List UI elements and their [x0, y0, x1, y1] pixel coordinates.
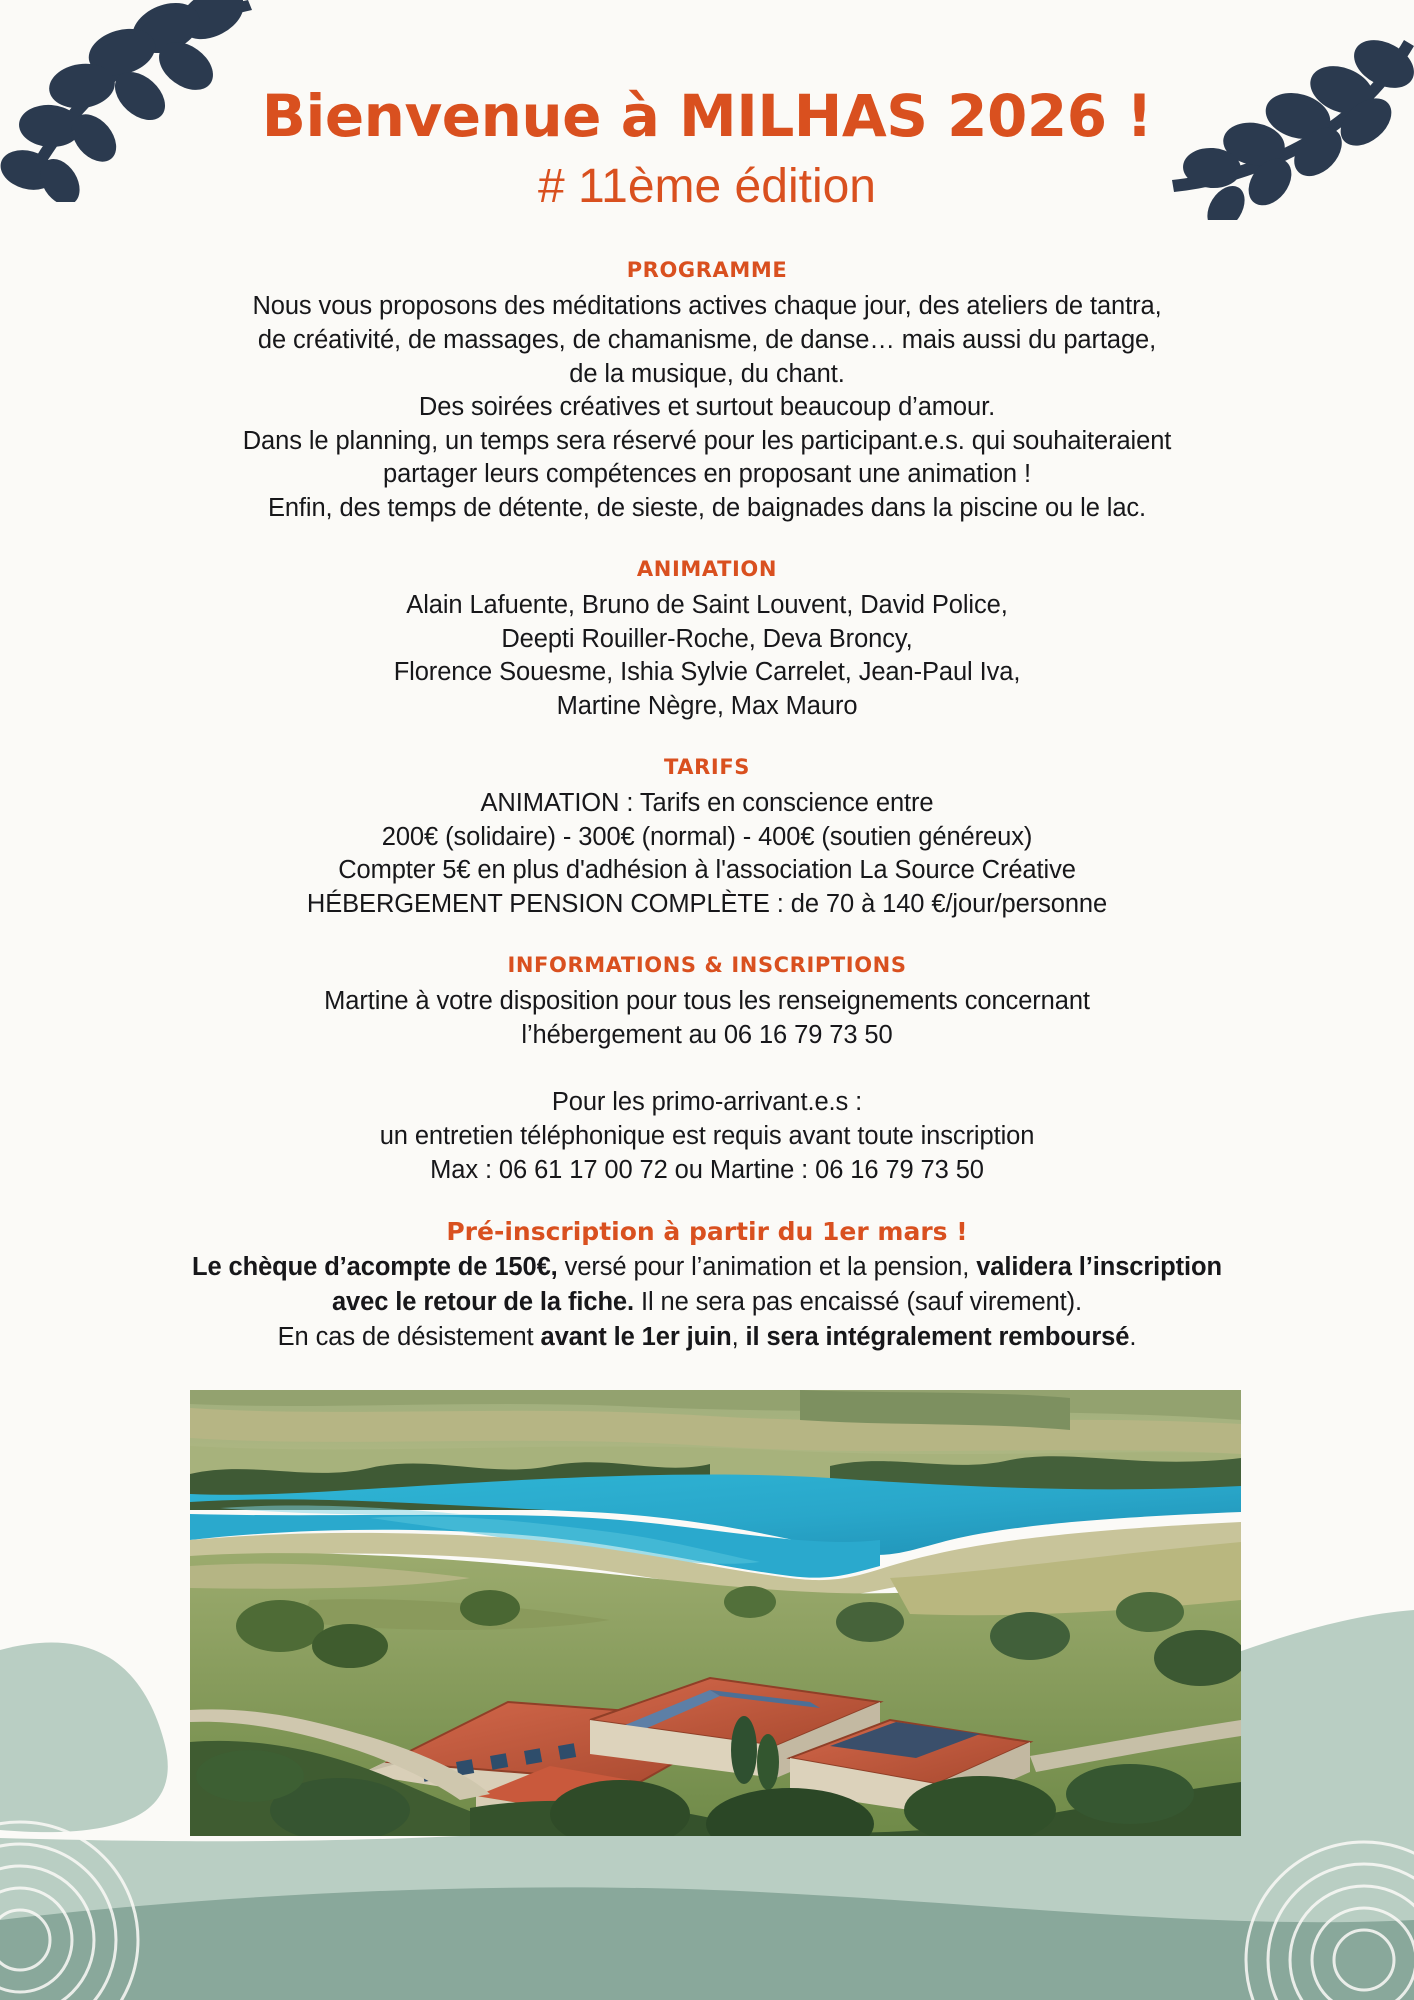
section-heading-programme: PROGRAMME: [626, 257, 788, 282]
tarifs-line: HÉBERGEMENT PENSION COMPLÈTE : de 70 à 140 €/jour/personne: [306, 889, 1108, 918]
informations-line: Martine à votre disposition pour tous les renseignements concernant: [324, 986, 1090, 1015]
preinscription-bold-rembourse: il sera intégralement remboursé: [745, 1322, 1130, 1351]
animation-line: Deepti Rouiller-Roche, Deva Broncy,: [501, 624, 913, 653]
animation-line: Alain Lafuente, Bruno de Saint Louvent, David Police,: [406, 591, 1008, 620]
programme-line: Des soirées créatives et surtout beaucoup d’amour.: [418, 393, 996, 422]
preinscription-line-1: [0, 1250, 1414, 1285]
preinscription-line-2: [0, 1285, 1414, 1320]
tarifs-line: Compter 5€ en plus d'adhésion à l'association La Source Créative: [338, 856, 1076, 885]
preinscription-bold-fiche: avec le retour de la fiche.: [331, 1287, 634, 1316]
programme-line: Nous vous proposons des méditations actives chaque jour, des ateliers de tantra,: [252, 292, 1162, 321]
section-heading-animation: ANIMATION: [636, 556, 778, 581]
section-programme: [0, 257, 1414, 526]
section-informations: [0, 952, 1414, 1188]
section-preinscription: [0, 1217, 1414, 1354]
informations-line: Max : 06 61 17 00 72 ou Martine : 06 16 79 73 50: [430, 1155, 984, 1184]
programme-line: de créativité, de massages, de chamanisme, de danse… mais aussi du partage,: [257, 325, 1157, 354]
programme-line: Dans le planning, un temps sera réservé pour les participant.e.s. qui souhaiteraient: [242, 426, 1172, 455]
venue-photo-container: [190, 1390, 1241, 1836]
programme-line: Enfin, des temps de détente, de sieste, de baignades dans la piscine ou le lac.: [267, 494, 1147, 523]
programme-line: partager leurs compétences en proposant une animation !: [383, 460, 1031, 489]
informations-line: l’hébergement au 06 16 79 73 50: [521, 1020, 893, 1049]
preinscription-bold-juin: avant le 1er juin: [540, 1322, 732, 1351]
preinscription-text-2: Il ne sera pas encaissé (sauf virement).: [634, 1287, 1083, 1316]
preinscription-text-4: ,: [731, 1322, 746, 1351]
paragraph-spacer: [0, 1052, 1414, 1086]
poster-content: [0, 217, 1414, 1836]
section-heading-informations: INFORMATIONS & INSCRIPTIONS: [507, 952, 907, 977]
page-title: Bienvenue à MILHAS 2026 !: [261, 82, 1153, 150]
preinscription-text-3: En cas de désistement: [277, 1322, 541, 1351]
animation-line: Florence Souesme, Ishia Sylvie Carrelet, Jean-Paul Iva,: [393, 658, 1021, 687]
informations-line: un entretien téléphonique est requis avant toute inscription: [379, 1121, 1035, 1150]
programme-line: de la musique, du chant.: [569, 359, 845, 388]
section-tarifs: [0, 754, 1414, 922]
venue-aerial-photo: [190, 1390, 1241, 1836]
page-subtitle: # 11ème édition: [537, 159, 876, 213]
preinscription-text-5: .: [1129, 1322, 1137, 1351]
preinscription-bold-acompte: Le chèque d’acompte de 150€,: [192, 1253, 558, 1282]
animation-line: Martine Nègre, Max Mauro: [556, 692, 858, 721]
poster-header: [0, 0, 1414, 217]
section-heading-tarifs: TARIFS: [663, 754, 750, 779]
informations-line: Pour les primo-arrivant.e.s :: [551, 1088, 863, 1117]
section-animation: [0, 556, 1414, 724]
preinscription-bold-validera: validera l’inscription: [976, 1253, 1222, 1282]
preinscription-text-1: versé pour l’animation et la pension,: [557, 1253, 977, 1282]
section-heading-preinscription: Pré-inscription à partir du 1er mars !: [446, 1217, 968, 1247]
preinscription-line-3: [0, 1320, 1414, 1355]
tarifs-line: 200€ (solidaire) - 300€ (normal) - 400€ (soutien généreux): [381, 822, 1033, 851]
tarifs-line: ANIMATION : Tarifs en conscience entre: [480, 789, 934, 817]
